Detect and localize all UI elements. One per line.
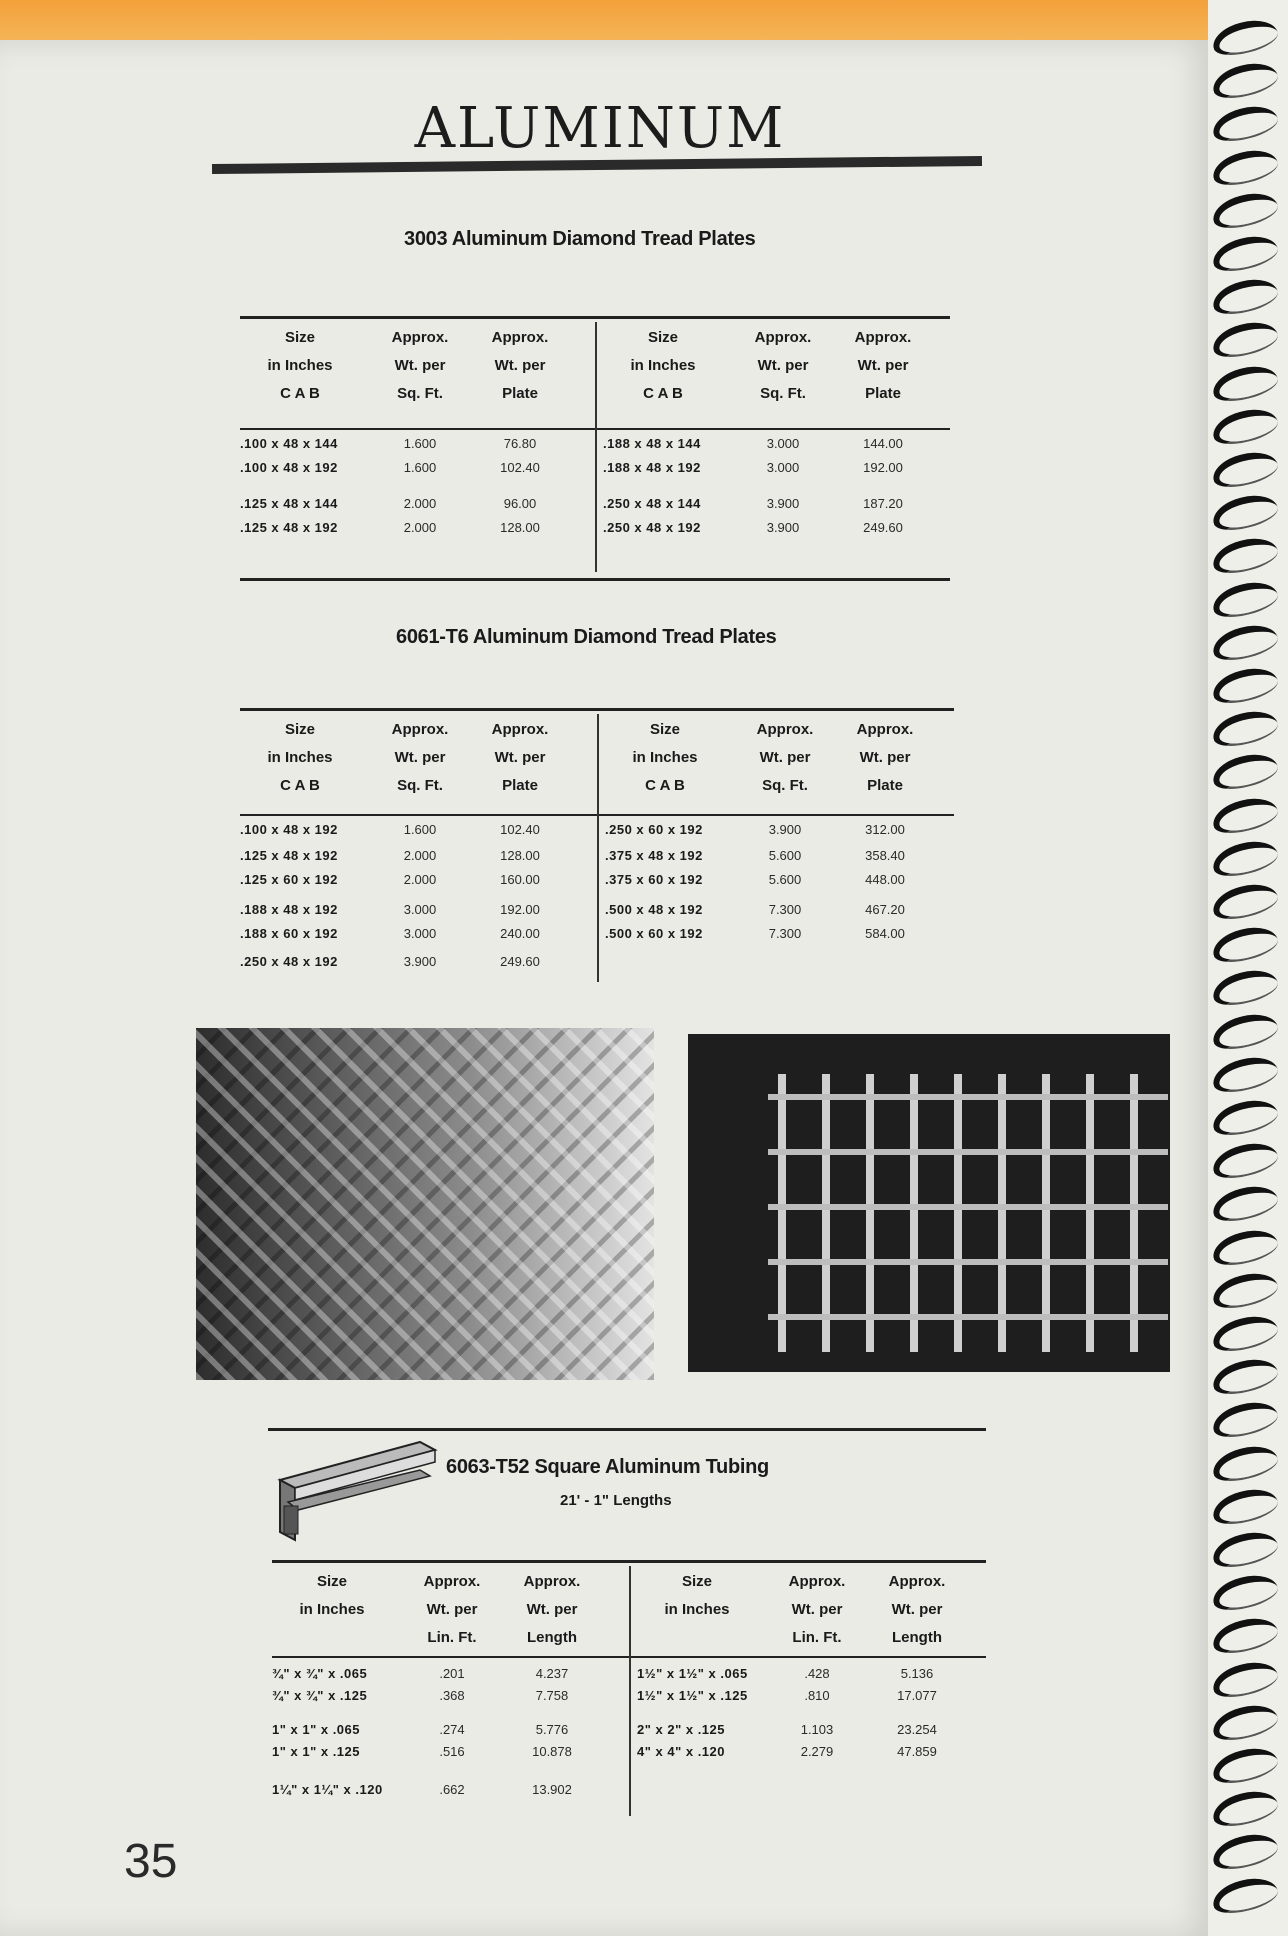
table-top-rule [272, 1560, 986, 1563]
binding-ring [1209, 1742, 1281, 1788]
column-header: Approx. [756, 721, 814, 738]
rack-upright [954, 1074, 962, 1352]
column-header: Sq. Ft. [762, 777, 808, 794]
binding-ring [1209, 619, 1281, 665]
size-cell: 4" x 4" x .120 [637, 1744, 725, 1759]
weight-total-cell: 467.20 [865, 902, 905, 917]
column-header: Size [649, 721, 680, 738]
column-header: Approx. [491, 329, 549, 346]
weight-per-unit-cell: .810 [804, 1688, 830, 1703]
binding-ring [1209, 274, 1281, 320]
binding-ring [1209, 1310, 1281, 1356]
column-header: Sq. Ft. [397, 385, 443, 402]
size-cell: .188 x 48 x 192 [603, 460, 701, 475]
size-cell: .500 x 60 x 192 [605, 926, 703, 941]
weight-total-cell: 10.878 [532, 1744, 572, 1759]
column-header: Lin. Ft. [792, 1629, 842, 1646]
binding-ring [1209, 1829, 1281, 1875]
column-header: Plate [502, 385, 538, 402]
binding-ring [1209, 706, 1281, 752]
size-cell: .100 x 48 x 144 [240, 436, 338, 451]
column-header: Size [284, 329, 315, 346]
column-header: Wt. per [394, 357, 446, 374]
rack-upright [1086, 1074, 1094, 1352]
binding-ring [1209, 187, 1281, 233]
table-top-rule [240, 316, 950, 319]
weight-per-unit-cell: .516 [439, 1744, 465, 1759]
binding-ring [1209, 360, 1281, 406]
column-header: Wt. per [859, 749, 911, 766]
binding-ring [1209, 101, 1281, 147]
binding-ring [1209, 1008, 1281, 1054]
column-header: Size [647, 329, 678, 346]
rack-upright [866, 1074, 874, 1352]
column-header: in Inches [630, 357, 696, 374]
weight-per-unit-cell: 2.279 [800, 1744, 834, 1759]
column-header: Approx. [888, 1573, 946, 1590]
binding-ring [1209, 58, 1281, 104]
size-cell: .250 x 60 x 192 [605, 822, 703, 837]
size-cell: .125 x 60 x 192 [240, 872, 338, 887]
weight-total-cell: 102.40 [500, 460, 540, 475]
weight-per-unit-cell: .662 [439, 1782, 465, 1797]
binding-ring [1209, 14, 1281, 60]
column-header: Approx. [788, 1573, 846, 1590]
weight-per-unit-cell: 1.600 [403, 460, 437, 475]
weight-per-unit-cell: 3.000 [403, 902, 437, 917]
section-title-6063: 6063-T52 Square Aluminum Tubing [446, 1456, 769, 1478]
section-rule-tubing [268, 1428, 986, 1432]
column-header: Wt. per [891, 1601, 943, 1618]
column-header: in Inches [267, 749, 333, 766]
weight-total-cell: 5.776 [535, 1722, 569, 1737]
column-header: Approx. [391, 329, 449, 346]
column-header: Wt. per [759, 749, 811, 766]
warehouse-rack-photo [688, 1034, 1170, 1372]
column-header: C A B [645, 777, 685, 794]
binding-ring [1209, 1526, 1281, 1572]
column-header: Sq. Ft. [397, 777, 443, 794]
size-cell: .100 x 48 x 192 [240, 460, 338, 475]
rack-shelf [768, 1094, 1168, 1100]
binding-ring [1209, 490, 1281, 536]
section-title-3003: 3003 Aluminum Diamond Tread Plates [404, 228, 756, 250]
size-cell: .188 x 48 x 144 [603, 436, 701, 451]
column-header: Wt. per [494, 749, 546, 766]
rack-shelf [768, 1314, 1168, 1320]
size-cell: 1¼" x 1¼" x .120 [272, 1782, 383, 1797]
page-title: ALUMINUM [414, 96, 786, 161]
column-header: C A B [643, 385, 683, 402]
binding-ring [1209, 1699, 1281, 1745]
weight-total-cell: 23.254 [897, 1722, 937, 1737]
weight-per-unit-cell: 5.600 [768, 872, 802, 887]
size-cell: .188 x 48 x 192 [240, 902, 338, 917]
weight-total-cell: 187.20 [863, 496, 903, 511]
rack-upright [822, 1074, 830, 1352]
weight-total-cell: 76.80 [503, 436, 537, 451]
binding-ring [1209, 1656, 1281, 1702]
binding-ring [1209, 1094, 1281, 1140]
size-cell: .125 x 48 x 192 [240, 848, 338, 863]
section-title-6061: 6061-T6 Aluminum Diamond Tread Plates [396, 626, 777, 648]
weight-total-cell: 5.136 [900, 1666, 934, 1681]
weight-per-unit-cell: 1.600 [403, 436, 437, 451]
rack-shelf [768, 1259, 1168, 1265]
binding-ring [1209, 1570, 1281, 1616]
size-cell: .100 x 48 x 192 [240, 822, 338, 837]
column-header: Size [284, 721, 315, 738]
size-cell: .375 x 48 x 192 [605, 848, 703, 863]
binding-ring [1209, 1483, 1281, 1529]
weight-total-cell: 584.00 [865, 926, 905, 941]
binding-ring [1209, 922, 1281, 968]
size-cell: .500 x 48 x 192 [605, 902, 703, 917]
weight-total-cell: 249.60 [500, 954, 540, 969]
column-header: Approx. [523, 1573, 581, 1590]
column-header: Wt. per [791, 1601, 843, 1618]
weight-total-cell: 47.859 [897, 1744, 937, 1759]
weight-total-cell: 17.077 [897, 1688, 937, 1703]
weight-per-unit-cell: 7.300 [768, 926, 802, 941]
weight-total-cell: 13.902 [532, 1782, 572, 1797]
binding-ring [1209, 144, 1281, 190]
weight-total-cell: 128.00 [500, 520, 540, 535]
column-header: in Inches [632, 749, 698, 766]
page-number: 35 [124, 1835, 178, 1888]
binding-ring [1209, 965, 1281, 1011]
column-header: Wt. per [526, 1601, 578, 1618]
weight-per-unit-cell: 3.000 [766, 460, 800, 475]
weight-per-unit-cell: .368 [439, 1688, 465, 1703]
column-header: C A B [280, 385, 320, 402]
binding-ring [1209, 576, 1281, 622]
weight-per-unit-cell: 5.600 [768, 848, 802, 863]
column-divider [597, 714, 599, 982]
column-divider [629, 1566, 631, 1816]
weight-total-cell: 4.237 [535, 1666, 569, 1681]
size-cell: ¾" x ¾" x .065 [272, 1666, 368, 1681]
weight-per-unit-cell: 3.000 [403, 926, 437, 941]
binding-ring [1209, 533, 1281, 579]
column-header: Plate [867, 777, 903, 794]
weight-total-cell: 7.758 [535, 1688, 569, 1703]
size-cell: 2" x 2" x .125 [637, 1722, 725, 1737]
weight-per-unit-cell: 2.000 [403, 496, 437, 511]
rack-upright [1130, 1074, 1138, 1352]
weight-total-cell: 358.40 [865, 848, 905, 863]
weight-per-unit-cell: 7.300 [768, 902, 802, 917]
size-cell: .250 x 48 x 144 [603, 496, 701, 511]
size-cell: 1" x 1" x .125 [272, 1744, 360, 1759]
size-cell: .250 x 48 x 192 [240, 954, 338, 969]
size-cell: ¾" x ¾" x .125 [272, 1688, 368, 1703]
binding-ring [1209, 749, 1281, 795]
binding-ring [1209, 1872, 1281, 1918]
binding-ring [1209, 403, 1281, 449]
binding-ring [1209, 317, 1281, 363]
weight-per-unit-cell: .201 [439, 1666, 465, 1681]
weight-per-unit-cell: 3.900 [403, 954, 437, 969]
weight-total-cell: 192.00 [500, 902, 540, 917]
rack-shelf [768, 1204, 1168, 1210]
binding-ring [1209, 1138, 1281, 1184]
weight-per-unit-cell: 3.900 [768, 822, 802, 837]
diamond-tread-plate-photo [196, 1028, 654, 1380]
weight-total-cell: 249.60 [863, 520, 903, 535]
size-cell: .188 x 60 x 192 [240, 926, 338, 941]
binding-ring [1209, 1397, 1281, 1443]
table-6063-square-tubing [272, 1560, 986, 1822]
weight-total-cell: 448.00 [865, 872, 905, 887]
size-cell: .125 x 48 x 144 [240, 496, 338, 511]
column-header: Size [681, 1573, 712, 1590]
binding-ring [1209, 1786, 1281, 1832]
binding-ring [1209, 1181, 1281, 1227]
column-header: Approx. [856, 721, 914, 738]
column-header: Approx. [423, 1573, 481, 1590]
weight-total-cell: 240.00 [500, 926, 540, 941]
column-header: Wt. per [857, 357, 909, 374]
table-top-rule [240, 708, 954, 711]
column-divider [595, 322, 597, 572]
weight-per-unit-cell: 3.900 [766, 496, 800, 511]
spiral-binding [1208, 0, 1288, 1936]
weight-total-cell: 160.00 [500, 872, 540, 887]
binding-ring [1209, 878, 1281, 924]
weight-total-cell: 128.00 [500, 848, 540, 863]
size-cell: .250 x 48 x 192 [603, 520, 701, 535]
weight-total-cell: 96.00 [503, 496, 537, 511]
binding-ring [1209, 835, 1281, 881]
weight-per-unit-cell: 1.103 [800, 1722, 834, 1737]
weight-per-unit-cell: 2.000 [403, 872, 437, 887]
size-cell: 1" x 1" x .065 [272, 1722, 360, 1737]
table-bottom-rule [240, 578, 950, 581]
column-header: Size [316, 1573, 347, 1590]
weight-total-cell: 312.00 [865, 822, 905, 837]
binding-ring [1209, 1613, 1281, 1659]
size-cell: 1½" x 1½" x .125 [637, 1688, 748, 1703]
size-cell: 1½" x 1½" x .065 [637, 1666, 748, 1681]
column-header: Plate [865, 385, 901, 402]
column-header: Wt. per [757, 357, 809, 374]
size-cell: .125 x 48 x 192 [240, 520, 338, 535]
column-header: Wt. per [494, 357, 546, 374]
binding-ring [1209, 1224, 1281, 1270]
section-subtitle-6063: 21' - 1" Lengths [560, 1492, 672, 1509]
column-header: in Inches [267, 357, 333, 374]
table-3003-tread-plates [240, 316, 950, 578]
binding-ring [1209, 1267, 1281, 1313]
weight-per-unit-cell: 2.000 [403, 848, 437, 863]
weight-per-unit-cell: 3.900 [766, 520, 800, 535]
binding-ring [1209, 230, 1281, 276]
column-header: Approx. [391, 721, 449, 738]
binding-ring [1209, 792, 1281, 838]
column-header: C A B [280, 777, 320, 794]
column-header: Length [892, 1629, 942, 1646]
column-header: in Inches [664, 1601, 730, 1618]
binding-ring [1209, 1354, 1281, 1400]
column-header: Approx. [854, 329, 912, 346]
column-header: Lin. Ft. [427, 1629, 477, 1646]
weight-per-unit-cell: .428 [804, 1666, 830, 1681]
weight-total-cell: 192.00 [863, 460, 903, 475]
binding-ring [1209, 662, 1281, 708]
column-header: Wt. per [394, 749, 446, 766]
column-header: Approx. [754, 329, 812, 346]
rack-upright [910, 1074, 918, 1352]
weight-total-cell: 102.40 [500, 822, 540, 837]
weight-per-unit-cell: 2.000 [403, 520, 437, 535]
weight-total-cell: 144.00 [863, 436, 903, 451]
size-cell: .375 x 60 x 192 [605, 872, 703, 887]
rack-shelf [768, 1149, 1168, 1155]
column-header: in Inches [299, 1601, 365, 1618]
weight-per-unit-cell: 3.000 [766, 436, 800, 451]
square-tubing-icon [270, 1440, 440, 1550]
rack-upright [778, 1074, 786, 1352]
binding-ring [1209, 446, 1281, 492]
column-header: Plate [502, 777, 538, 794]
binding-ring [1209, 1440, 1281, 1486]
column-header: Approx. [491, 721, 549, 738]
table-6061-tread-plates [240, 708, 954, 988]
rack-upright [1042, 1074, 1050, 1352]
column-header: Wt. per [426, 1601, 478, 1618]
column-header: Length [527, 1629, 577, 1646]
rack-upright [998, 1074, 1006, 1352]
binding-ring [1209, 1051, 1281, 1097]
column-header: Sq. Ft. [760, 385, 806, 402]
weight-per-unit-cell: .274 [439, 1722, 465, 1737]
weight-per-unit-cell: 1.600 [403, 822, 437, 837]
